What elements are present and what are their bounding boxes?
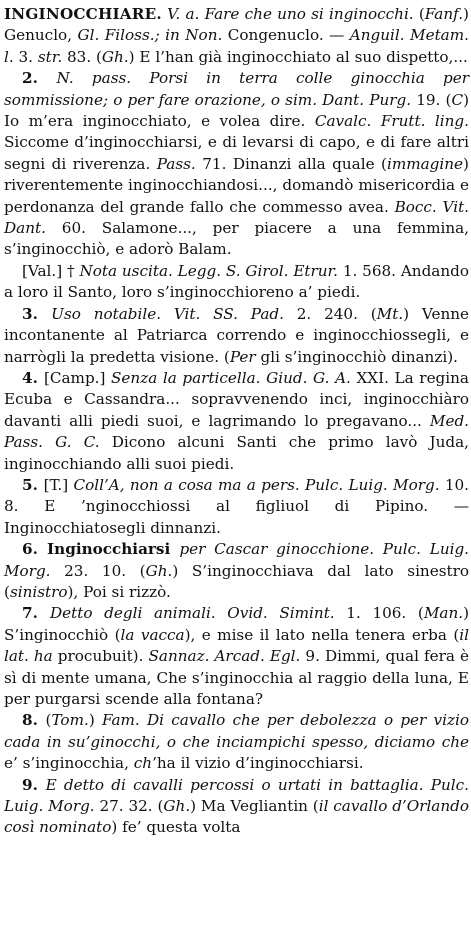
italic-text: Senza la particella. Giud. G. A.: [111, 368, 351, 387]
italic-text: Man.: [423, 604, 464, 623]
body-text: 27. 32. (: [94, 797, 164, 816]
body-text: 9. Dimmi, qual fera è sì di mente umana, Che s’inginocchia al raggio della luna, E per purgarsi scende alla fontana?: [4, 647, 469, 708]
body-text: ) fe’ questa volta: [111, 818, 241, 837]
italic-text: Gl. Filoss.; in Non.: [77, 26, 223, 45]
body-text: ): [88, 711, 102, 730]
italic-text: Mt.: [376, 304, 404, 323]
body-text: (: [413, 5, 425, 23]
dictionary-entry-page: [4, 4, 469, 946]
italic-text: Fanf.: [424, 5, 464, 23]
italic-text: Uso notabile. Vit. SS. Pad.: [51, 304, 284, 323]
sense-number: 9.: [22, 775, 46, 794]
body-text: 2. 240. (: [283, 304, 377, 323]
body-text: 83. (: [62, 47, 102, 66]
sense-number: 8.: [22, 711, 46, 730]
sense-number: 6. Inginocchiarsi: [22, 540, 180, 559]
italic-text: il lat. ha: [4, 625, 469, 666]
body-text: Dicono alcuni Santi che primo lavò Juda, inginocchiando alli suoi piedi.: [4, 433, 469, 473]
body-text: 60. Salamone..., per piacere a una femmina, s’inginocchiò, e adorò Balam.: [4, 219, 469, 259]
sense-number: 3.: [22, 304, 52, 323]
body-text: procubuit).: [52, 647, 149, 666]
body-text: [Camp.]: [43, 368, 112, 387]
body-text: gli s’inginocchiò dinanzi).: [255, 347, 458, 366]
entry-paragraph: [4, 4, 469, 68]
body-text: ), e mise il lato nella tenera erba (: [184, 625, 460, 644]
body-text: 71. Dinanzi alla quale (: [195, 154, 387, 173]
italic-text: Tom.: [51, 711, 89, 730]
body-text: [Val.] †: [22, 261, 80, 280]
italic-text: immagine: [386, 154, 464, 173]
body-text: ’ha il vizio d’inginocchiarsi.: [152, 754, 364, 773]
body-text: ) S’inginocchiava dal lato sinestro (: [4, 561, 469, 601]
body-text: ) S’inginocchiò (: [4, 604, 469, 644]
entry-paragraph: [4, 368, 469, 475]
sense-number: 2.: [22, 69, 57, 88]
italic-text: Gh.: [163, 797, 191, 816]
italic-text: sinistro: [9, 582, 68, 601]
body-text: e’ s’inginocchia,: [4, 754, 134, 773]
entry-paragraph: [4, 475, 469, 539]
italic-text: Detto degli animali. Ovid. Simint.: [49, 604, 335, 623]
italic-text: Gh.: [101, 47, 129, 66]
body-text: ) riverentemente inginocchiandosi..., domandò misericordia e perdonanza del grande fallo che commesso avea.: [4, 154, 469, 216]
italic-text: V. a. Fare che uno si inginocchi.: [161, 5, 414, 23]
italic-text: Pass.: [156, 154, 196, 173]
italic-text: Cavalc. Frutt. ling.: [314, 112, 469, 131]
sense-number: 5.: [22, 475, 44, 494]
italic-text: per Cascar ginocchione. Pulc. Luig. Morg.: [4, 540, 470, 580]
entry-paragraph: [4, 261, 469, 304]
body-text: 19. (: [411, 90, 452, 109]
italic-text: Gh.: [145, 561, 173, 580]
sense-number: 7.: [22, 604, 50, 623]
body-text: Siccome d’inginocchiarsi, e di levarsi di capo, e di fare altri segni di riverenza.: [4, 133, 469, 173]
sense-number: 4.: [22, 368, 44, 387]
body-text: 1. 568. Andando a loro il Santo, loro s’inginocchioreno a’ piedi.: [4, 261, 469, 302]
body-text: ) Venne incontanente al Patriarca correndo e inginocchiossegli, e narrògli la predetta visione. (: [4, 304, 469, 366]
italic-text: la vacca: [120, 625, 185, 644]
italic-text: Med. Pass. G. C.: [4, 411, 469, 452]
body-text: XXI. La regina Ecuba e Cassandra... sopravvenendo inci, inginocchiàro davanti alli piedi suoi, e lagrimando lo pregavano...: [4, 368, 469, 430]
body-text: ) E l’han già inginocchiato al suo dispetto,...: [128, 47, 468, 66]
italic-text: N. pass. Porsi in terra colle ginocchia per sommissione; o per fare orazione, o sim. Dant. Purg.: [4, 69, 469, 109]
body-text: 23. 10. (: [50, 561, 146, 580]
italic-text: Coll’A, non a cosa ma a pers. Pulc. Luig. Morg.: [73, 475, 440, 494]
body-text: ) Ma Vegliantin (: [190, 797, 319, 816]
italic-text: Bocc. Vit. Dant.: [4, 197, 469, 238]
body-text: [T.]: [43, 475, 74, 494]
body-text: Congenuclo. —: [222, 26, 350, 45]
entry-paragraph: [4, 603, 469, 710]
italic-text: Fam. Di cavallo che per debolezza o per vizio cada in su’ginocchi, o che inciampichi spesso, diciamo che: [4, 711, 469, 751]
body-text: 3.: [13, 47, 38, 66]
italic-text: Sannaz. Arcad. Egl.: [148, 647, 301, 666]
body-text: 10. 8. E ’nginocchiossi al figliuol di Pipino. — Inginocchiatosegli dinnanzi.: [4, 475, 469, 537]
body-text: ) Io m’era inginocchiato, e volea dire.: [4, 90, 469, 131]
italic-text: il cavallo d’Orlando così nominato: [4, 797, 470, 837]
italic-text: Anguil. Metam. l.: [4, 26, 469, 66]
entry-paragraph: [4, 539, 469, 603]
italic-text: C: [451, 90, 464, 109]
body-text: 1. 106. (: [334, 604, 424, 623]
entry-paragraph: [4, 304, 469, 368]
entry-paragraph: [4, 68, 469, 261]
entry-paragraph: [4, 775, 469, 839]
italic-text: E detto di cavalli percossi o urtati in battaglia. Pulc. Luig. Morg.: [4, 775, 469, 816]
italic-text: Nota uscita. Legg. S. Girol. Etrur.: [79, 261, 338, 280]
italic-text: Per: [229, 347, 256, 366]
italic-text: str.: [37, 47, 63, 66]
body-text: ) Genuclo,: [4, 5, 469, 45]
body-text: (: [45, 711, 52, 730]
italic-text: ch: [133, 754, 153, 773]
body-text: ), Poi si rizzò.: [67, 582, 171, 601]
entry-paragraph: [4, 710, 469, 774]
headword: INGINOCCHIARE.: [4, 5, 162, 23]
